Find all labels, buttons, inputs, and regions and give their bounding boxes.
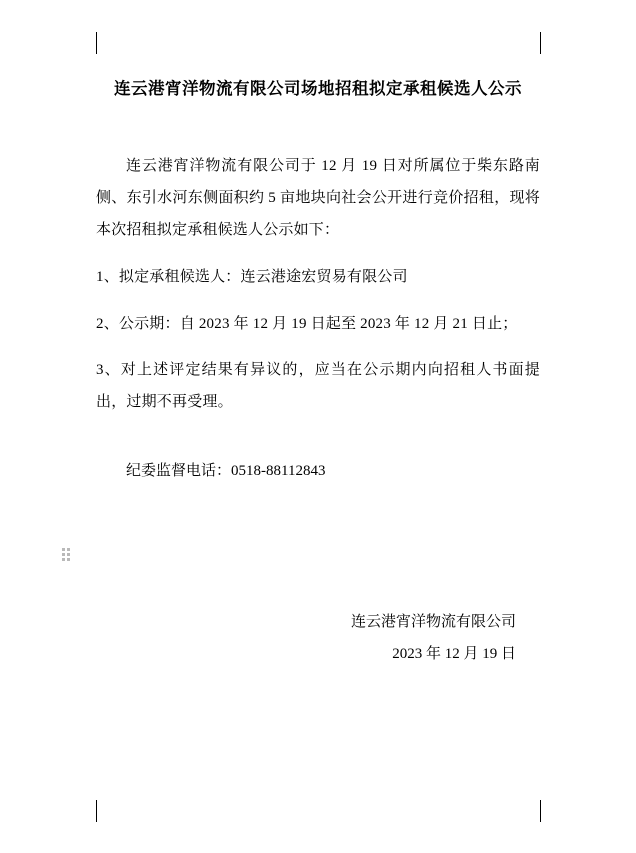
page-title: 连云港宵洋物流有限公司场地招租拟定承租候选人公示 (114, 80, 522, 98)
paragraph-candidate: 1、拟定承租候选人：连云港途宏贸易有限公司 (96, 268, 408, 285)
drag-handle-dots-icon[interactable] (62, 548, 72, 562)
contact-spacer (96, 434, 540, 456)
signature-date: 2023 年 12 月 19 日 (392, 645, 516, 662)
signature-company: 连云港宵洋物流有限公司 (350, 614, 516, 631)
crop-mark-top-left (96, 32, 97, 54)
title-spacer (96, 102, 540, 136)
paragraph-intro: 连云港宵洋物流有限公司于 12 月 19 日对所属位于柴东路南侧、东引水河东侧面积约 5 亩地块向社会公开进行竞价招租，现将本次招租拟定承租候选人公示如下： (96, 158, 540, 238)
paragraph-objection: 3、对上述评定结果有异议的，应当在公示期内向招租人书面提出，过期不再受理。 (96, 362, 540, 411)
supervision-phone: 纪委监督电话：0518-88112843 (126, 462, 326, 479)
signature-block (96, 607, 540, 670)
document-content (96, 60, 540, 670)
paragraph-period: 2、公示期：自 2023 年 12 月 19 日起至 2023 年 12 月 21 日止； (96, 315, 518, 332)
crop-mark-bottom-left (96, 800, 97, 822)
crop-mark-top-right (540, 32, 541, 54)
crop-mark-bottom-right (540, 800, 541, 822)
